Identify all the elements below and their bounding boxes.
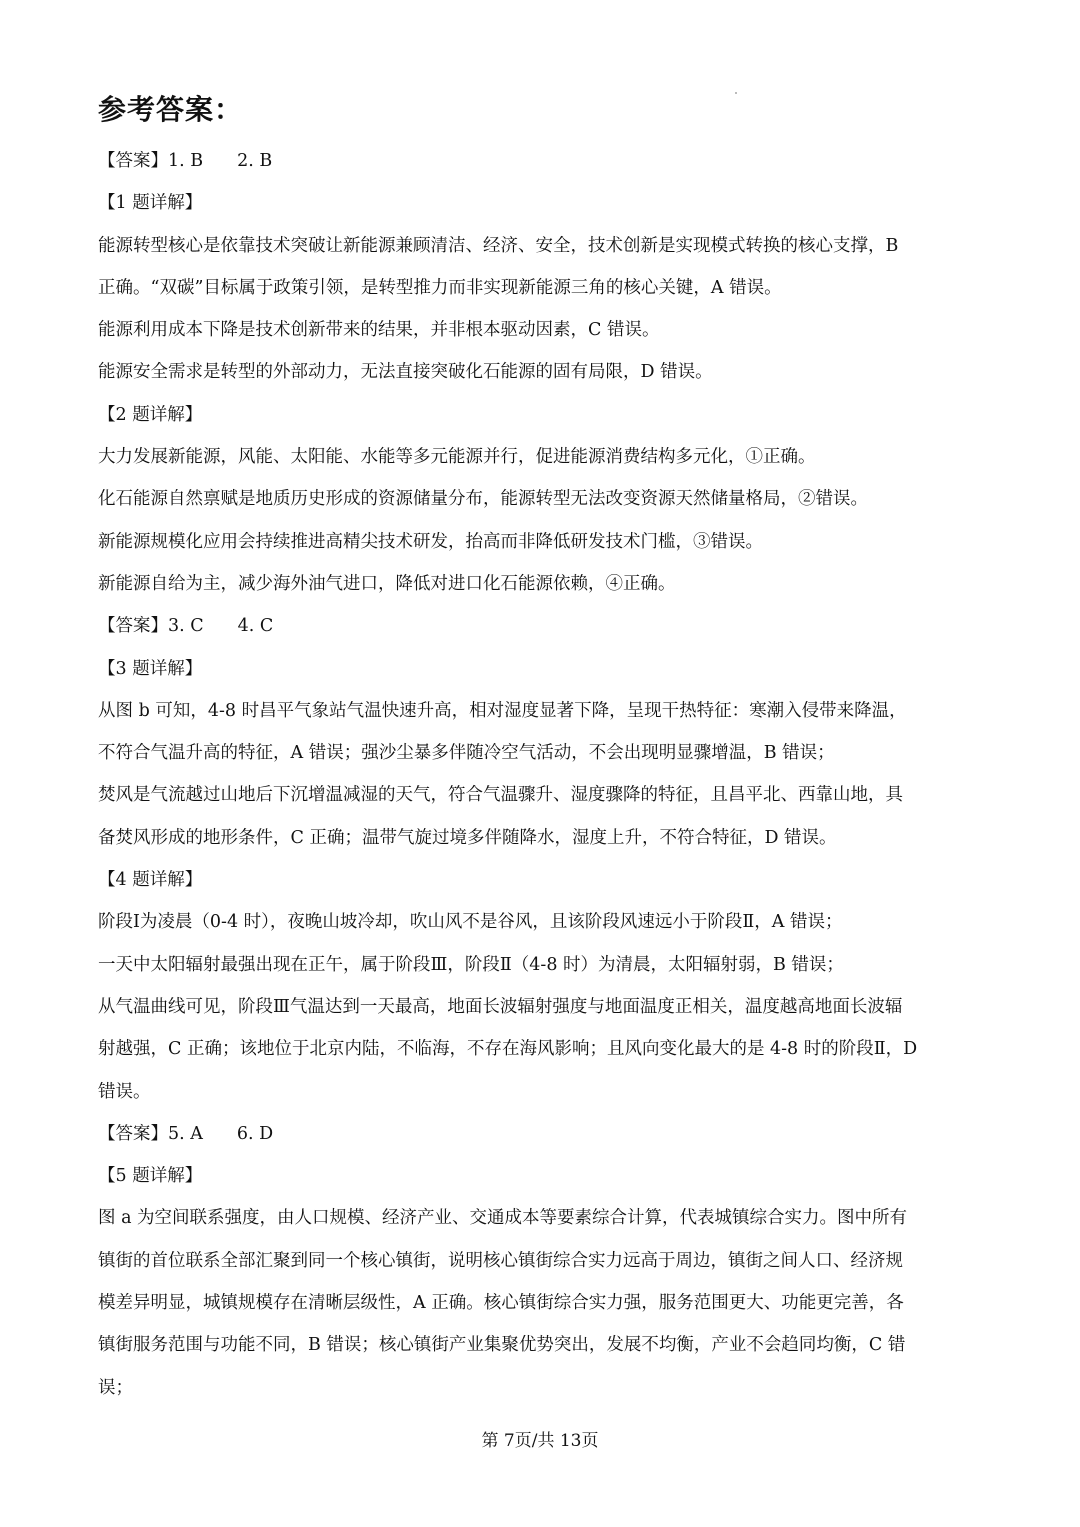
question-heading: 【4 题详解】 bbox=[98, 870, 203, 891]
body-line: 正确。“双碳”目标属于政策引领，是转型推力而非实现新能源三角的核心关键，A 错误。 bbox=[98, 277, 782, 298]
body-line: 大力发展新能源，风能、太阳能、水能等多元能源并行，促进能源消费结构多元化，①正确。 bbox=[98, 447, 816, 468]
body-line: 不符合气温升高的特征，A 错误；强沙尘暴多伴随冷空气活动，不会出现明显骤增温，B 错误； bbox=[98, 743, 835, 764]
page-title: 参考答案： bbox=[98, 93, 244, 126]
body-line: 从图 b 可知，4-8 时昌平气象站气温快速升高，相对湿度显著下降，呈现干热特征：寒潮入侵带来降温， bbox=[98, 700, 907, 721]
body-line: 化石能源自然禀赋是地质历史形成的资源储量分布，能源转型无法改变资源天然储量格局，②错误。 bbox=[98, 489, 868, 510]
body-line: 误； bbox=[98, 1377, 133, 1398]
body-line: 新能源规模化应用会持续推进高精尖技术研发，抬高而非降低研发技术门槛，③错误。 bbox=[98, 531, 763, 552]
answer-tag: 【答案】 bbox=[98, 151, 168, 171]
answer-content bbox=[98, 140, 986, 1409]
body-line: 能源转型核心是依靠技术突破让新能源兼顾清洁、经济、安全，技术创新是实现模式转换的核心支撑，B bbox=[98, 235, 899, 256]
answer-item: 4. C bbox=[237, 616, 274, 637]
body-line: 射越强，C 正确；该地位于北京内陆，不临海，不存在海风影响；且风向变化最大的是 4-8 时的阶段Ⅱ，D bbox=[98, 1039, 918, 1060]
body-line: 能源安全需求是转型的外部动力，无法直接突破化石能源的固有局限，D 错误。 bbox=[98, 362, 713, 383]
body-line: 能源利用成本下降是技术创新带来的结果，并非根本驱动因素，C 错误。 bbox=[98, 320, 660, 341]
answer-tag: 【答案】 bbox=[98, 616, 168, 637]
question-heading: 【1 题详解】 bbox=[98, 193, 203, 214]
answer-line bbox=[98, 140, 986, 182]
body-line: 焚风是气流越过山地后下沉增温减湿的天气，符合气温骤升、湿度骤降的特征，且昌平北、西靠山地，具 bbox=[98, 785, 903, 806]
question-heading: 【3 题详解】 bbox=[98, 658, 203, 679]
answer-item: 6. D bbox=[236, 1123, 274, 1144]
page-footer: 第 7页/共 13页 bbox=[481, 1431, 599, 1451]
answer-tag: 【答案】 bbox=[98, 1123, 168, 1144]
answer-item: 2. B bbox=[237, 151, 273, 171]
body-line: 新能源自给为主，减少海外油气进口，降低对进口化石能源依赖，④正确。 bbox=[98, 573, 676, 594]
body-line: 一天中太阳辐射最强出现在正午，属于阶段Ⅲ，阶段Ⅱ（4-8 时）为清晨，太阳辐射弱，B 错误； bbox=[98, 954, 844, 975]
scan-speck bbox=[735, 92, 737, 94]
body-line: 阶段Ⅰ为凌晨（0-4 时），夜晚山坡冷却，吹山风不是谷风，且该阶段风速远小于阶段Ⅱ，A 错误； bbox=[98, 912, 843, 933]
body-line: 备焚风形成的地形条件，C 正确；温带气旋过境多伴随降水，湿度上升，不符合特征，D 错误。 bbox=[98, 827, 837, 848]
answer-item: 1. B bbox=[168, 151, 204, 171]
body-line: 错误。 bbox=[98, 1081, 151, 1102]
body-line: 图 a 为空间联系强度，由人口规模、经济产业、交通成本等要素综合计算，代表城镇综合实力。图中所有 bbox=[98, 1208, 908, 1229]
answer-line bbox=[98, 605, 986, 647]
question-heading: 【2 题详解】 bbox=[98, 404, 203, 425]
body-line: 镇街服务范围与功能不同，B 错误；核心镇街产业集聚优势突出，发展不均衡，产业不会趋同均衡，C 错 bbox=[98, 1335, 906, 1356]
question-heading: 【5 题详解】 bbox=[98, 1166, 203, 1187]
body-line: 从气温曲线可见，阶段Ⅲ气温达到一天最高，地面长波辐射强度与地面温度正相关，温度越高地面长波辐 bbox=[98, 996, 903, 1017]
body-line: 模差异明显，城镇规模存在清晰层级性，A 正确。核心镇街综合实力强，服务范围更大、功能更完善，各 bbox=[98, 1293, 904, 1314]
answer-line bbox=[98, 1113, 986, 1155]
body-line: 镇街的首位联系全部汇聚到同一个核心镇街，说明核心镇街综合实力远高于周边，镇街之间人口、经济规 bbox=[98, 1250, 903, 1271]
answer-item: 3. C bbox=[168, 616, 204, 637]
answer-item: 5. A bbox=[168, 1123, 203, 1144]
